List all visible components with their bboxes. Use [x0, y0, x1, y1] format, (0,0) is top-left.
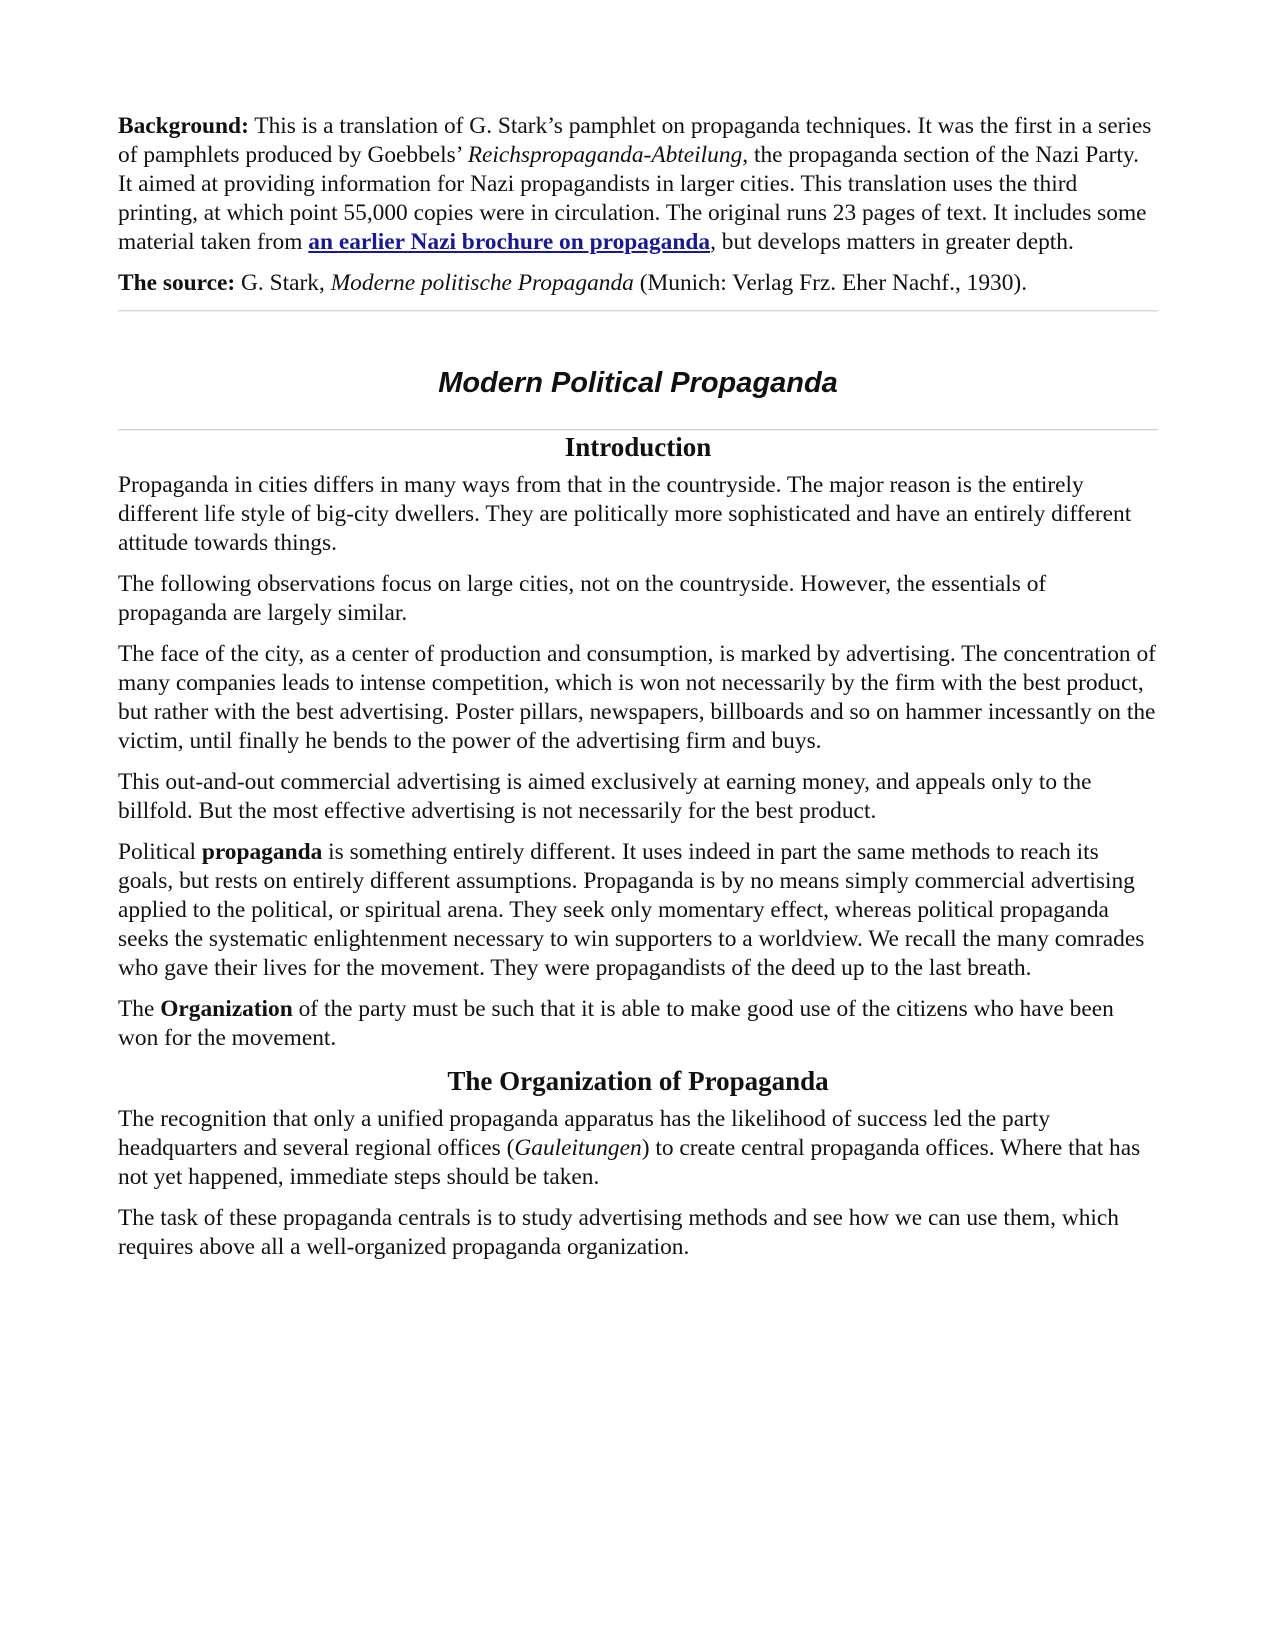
introduction-heading: Introduction — [564, 432, 712, 462]
source-paragraph — [118, 269, 1158, 298]
intro-paragraph-3: The face of the city, as a center of production and consumption, is marked by advertising. The concentration of many companies leads to intense competition, which is won not necessarily by the firm with the best product, but rather with the best advertising. Poster pillars, newspapers, billboards and so on hammer incessantly on the victim, until finally he bends to the power of the advertising firm and buys. — [118, 641, 1156, 754]
background-paragraph — [118, 112, 1158, 257]
intro-paragraph-4: This out-and-out commercial advertising is aimed exclusively at earning money, and appeals only to the billfold. But the most effective advertising is not necessarily for the best product. — [118, 769, 1092, 824]
org-paragraph-2: The task of these propaganda centrals is to study advertising methods and see how we can use them, which requires above all a well-organized propaganda organization. — [118, 1205, 1119, 1260]
intro-p5-text-1: Political — [118, 839, 202, 865]
intro-paragraph-1: Propaganda in cities differs in many ways from that in the countryside. The major reason is the entirely different life style of big-city dwellers. They are politically more sophisticated and have an entirely different attitude towards things. — [118, 472, 1132, 556]
source-label: The source: — [118, 270, 236, 296]
background-text-3: , but develops matters in greater depth. — [710, 229, 1074, 255]
org-paragraph-1 — [118, 1105, 1158, 1192]
organization-heading: The Organization of Propaganda — [447, 1066, 829, 1096]
intro-paragraph-5 — [118, 838, 1158, 983]
source-text-2: (Munich: Verlag Frz. Eher Nachf., 1930). — [633, 270, 1028, 296]
org-p1-text-2: ) to create central propaganda offices. Where that has not yet happened, immediate steps should be taken. — [118, 1135, 1141, 1190]
intro-p6-text-2: of the party must be such that it is able to make good use of the citizens who have been won for the movement. — [118, 996, 1114, 1051]
document-title: Modern Political Propaganda — [438, 367, 838, 399]
intro-paragraph-2: The following observations focus on large cities, not on the countryside. However, the essentials of propaganda are largely similar. — [118, 571, 1047, 626]
org-p1-italic: Gauleitungen — [514, 1135, 642, 1161]
background-italic-term: Reichspropaganda-Abteilung, — [467, 142, 749, 168]
intro-p5-bold: propaganda — [201, 839, 323, 865]
background-text-1: This is a translation of G. Stark’s pamphlet on propaganda techniques. It was the first in a series of pamphlets produced by Goebbels’ — [118, 113, 1152, 168]
intro-paragraph-6 — [118, 995, 1158, 1053]
intro-p5-text-2: is something entirely different. It uses indeed in part the same methods to reach its goals, but rests on entirely different assumptions. Propaganda is by no means simply commercial advertising applied to the political, or spiritual arena. They seek only momentary effect, whereas political propaganda seeks the systematic enlightenment necessary to win supporters to a worldview. We recall the many comrades who gave their lives for the movement. They were propagandists of the deed up to the last breath. — [118, 839, 1145, 981]
earlier-brochure-link[interactable]: an earlier Nazi brochure on propaganda — [308, 229, 711, 255]
background-label: Background: — [118, 113, 249, 139]
intro-p6-text-1: The — [118, 996, 161, 1022]
background-text-2: the propaganda section of the Nazi Party. It aimed at providing information for Nazi propagandists in larger cities. This translation uses the third printing, at which point 55,000 copies were in circulation. The original runs 23 pages of text. It includes some material taken from — [118, 142, 1147, 255]
source-italic-title: Moderne politische Propaganda — [330, 270, 634, 296]
document-page — [118, 112, 1158, 1274]
divider-top — [118, 310, 1158, 312]
org-p1-text-1: The recognition that only a unified propaganda apparatus has the likelihood of success led the party headquarters and several regional offices ( — [118, 1106, 1051, 1161]
source-text-1: G. Stark, — [235, 270, 331, 296]
intro-p6-bold: Organization — [160, 996, 293, 1022]
